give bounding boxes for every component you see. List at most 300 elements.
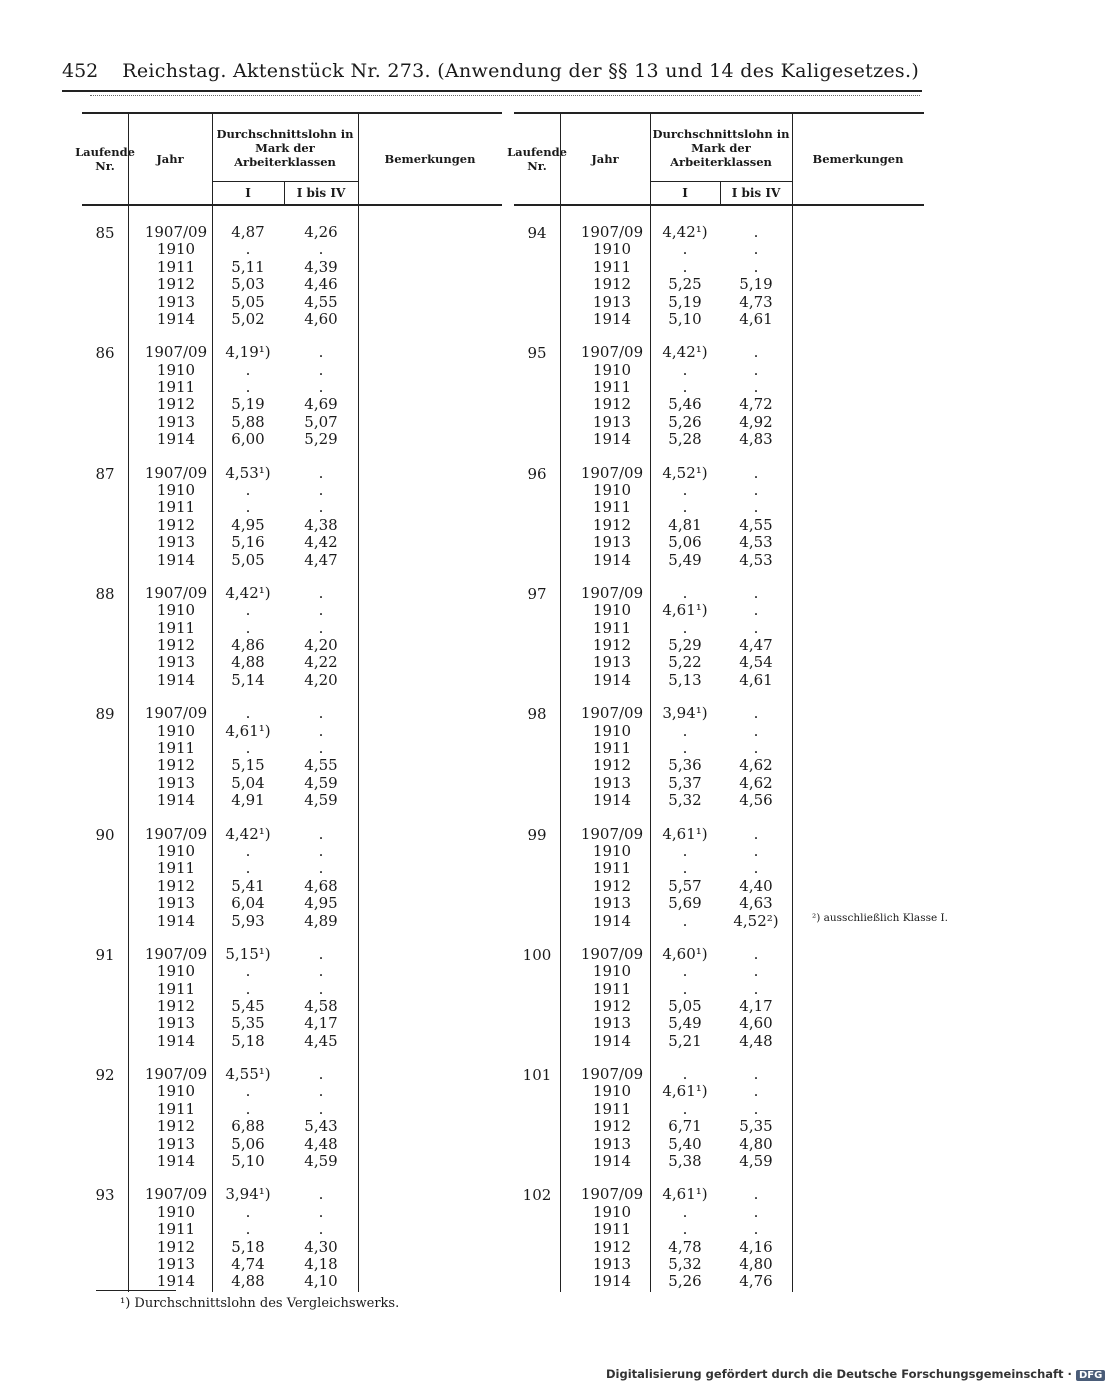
wage-class-i: 5,28 <box>668 430 702 449</box>
year-cell: 1907/09 <box>580 704 644 723</box>
year-cell: 1913 <box>156 894 196 913</box>
year-cell: 1910 <box>592 240 632 259</box>
year-cell: 1914 <box>156 1031 196 1050</box>
year-cell: 1907/09 <box>580 463 644 482</box>
wage-class-i: 5,19 <box>231 395 265 414</box>
wage-class-i-iv: . <box>318 1065 324 1084</box>
header-lohn: Durchschnittslohn in Mark der Arbeiterklassen <box>216 127 354 169</box>
wage-class-i-iv: . <box>753 1185 759 1204</box>
header-class-i: I <box>212 181 284 204</box>
right-table <box>507 112 949 1292</box>
year-cell: 1907/09 <box>144 463 208 482</box>
year-cell: 1912 <box>156 1237 196 1256</box>
wage-class-i-iv: 4,56 <box>739 791 773 810</box>
entry-group <box>514 447 924 567</box>
wage-class-i-iv: 4,83 <box>739 430 773 449</box>
wage-class-i: . <box>245 1202 251 1221</box>
wage-class-i: . <box>682 257 688 276</box>
right-table-body <box>514 206 924 1292</box>
wage-class-i-iv: 4,72 <box>739 395 773 414</box>
year-cell: 1912 <box>156 996 196 1015</box>
year-cell: 1911 <box>156 618 196 637</box>
page-number: 452 <box>62 60 99 82</box>
year-cell: 1914 <box>592 791 632 810</box>
wage-class-i: 4,87 <box>231 223 265 241</box>
wage-class-i-iv: . <box>753 1220 759 1239</box>
wage-class-i-iv: . <box>753 583 759 602</box>
header-nr: Laufende Nr. <box>507 145 567 173</box>
wage-class-i: 4,74 <box>231 1254 265 1273</box>
wage-class-i-iv: . <box>318 618 324 637</box>
year-cell: 1911 <box>592 498 632 517</box>
year-cell: 1913 <box>592 894 632 913</box>
wage-class-i-iv: . <box>753 859 759 878</box>
wage-class-i-iv: 4,48 <box>739 1031 773 1050</box>
year-cell: 1907/09 <box>144 1185 208 1204</box>
wage-class-i: 4,53¹) <box>225 463 271 482</box>
wage-class-i: 5,36 <box>668 756 702 775</box>
year-cell: 1911 <box>592 859 632 878</box>
wage-class-i-iv: . <box>753 704 759 723</box>
year-cell: 1907/09 <box>580 343 644 362</box>
wage-class-i: 4,42¹) <box>662 223 708 241</box>
year-cell: 1912 <box>592 636 632 655</box>
year-cell: 1910 <box>156 721 196 740</box>
header-lohn: Durchschnittslohn in Mark der Arbeiterklassen <box>652 127 790 169</box>
wage-class-i: 5,46 <box>668 395 702 414</box>
wage-class-i-iv: 4,60 <box>739 1014 773 1033</box>
wage-class-i: 4,61¹) <box>662 1185 708 1204</box>
wage-class-i-iv: 4,80 <box>739 1254 773 1273</box>
wage-class-i-iv: 4,63 <box>739 894 773 913</box>
entry-group <box>82 326 502 449</box>
year-cell: 1914 <box>592 1152 632 1171</box>
entry-group <box>82 206 502 326</box>
year-cell: 1914 <box>592 1031 632 1050</box>
year-cell: 1910 <box>592 1202 632 1221</box>
wage-class-i-iv: 4,48 <box>304 1134 338 1153</box>
wage-class-i: . <box>245 1220 251 1239</box>
year-cell: 1913 <box>592 412 632 431</box>
wage-class-i: 5,05 <box>668 996 702 1015</box>
wage-class-i-iv: . <box>318 859 324 878</box>
wage-class-i-iv: . <box>318 240 324 259</box>
entry-group <box>514 687 924 810</box>
wage-class-i: 5,10 <box>668 310 702 328</box>
header-nr: Laufende Nr. <box>75 145 135 173</box>
page-header <box>62 60 942 90</box>
year-cell: 1911 <box>156 979 196 998</box>
wage-class-i-iv: 4,16 <box>739 1237 773 1256</box>
wage-class-i: 6,04 <box>231 894 265 913</box>
wage-class-i: . <box>245 240 251 259</box>
wage-class-i: 5,06 <box>231 1134 265 1153</box>
wage-class-i: 4,91 <box>231 791 265 810</box>
year-cell: 1907/09 <box>144 824 208 843</box>
wage-class-i: 4,19¹) <box>225 343 271 362</box>
entry-number: 102 <box>522 1186 552 1205</box>
year-cell: 1907/09 <box>144 944 208 963</box>
year-cell: 1910 <box>592 841 632 860</box>
wage-class-i-iv: 4,62 <box>739 756 773 775</box>
wage-class-i-iv: 4,39 <box>304 257 338 276</box>
wage-class-i-iv: . <box>318 480 324 499</box>
wage-class-i: . <box>682 498 688 517</box>
wage-class-i-iv: . <box>753 223 759 241</box>
wage-class-i-iv: 4,17 <box>739 996 773 1015</box>
year-cell: 1914 <box>592 310 632 328</box>
year-cell: 1910 <box>156 240 196 259</box>
entry-group <box>514 326 924 449</box>
wage-class-i-iv: . <box>318 721 324 740</box>
wage-class-i-iv: . <box>753 1202 759 1221</box>
wage-class-i-iv: . <box>753 463 759 482</box>
wage-class-i: . <box>682 738 688 757</box>
year-cell: 1910 <box>156 841 196 860</box>
year-cell: 1912 <box>592 756 632 775</box>
wage-class-i-iv: . <box>318 601 324 620</box>
year-cell: 1914 <box>592 1272 632 1291</box>
year-cell: 1914 <box>156 430 196 449</box>
wage-class-i-iv: 4,58 <box>304 996 338 1015</box>
remark-99: ²) ausschließlich Klasse I. <box>812 912 949 924</box>
wage-class-i: . <box>245 378 251 397</box>
entry-group <box>82 808 502 928</box>
entry-group <box>82 447 502 567</box>
entry-number: 101 <box>522 1066 552 1085</box>
year-cell: 1914 <box>156 1152 196 1171</box>
wage-class-i-iv: . <box>753 498 759 517</box>
wage-class-i-iv: 4,18 <box>304 1254 338 1273</box>
wage-class-i-iv: . <box>318 463 324 482</box>
year-cell: 1907/09 <box>144 704 208 723</box>
year-cell: 1911 <box>156 1220 196 1239</box>
wage-class-i: 5,26 <box>668 412 702 431</box>
year-cell: 1910 <box>592 480 632 499</box>
left-table-body <box>82 206 502 1292</box>
year-cell: 1912 <box>592 395 632 414</box>
year-cell: 1912 <box>592 1237 632 1256</box>
wage-class-i: 4,60¹) <box>662 944 708 963</box>
wage-class-i-iv: 4,20 <box>304 670 338 689</box>
year-cell: 1913 <box>592 1014 632 1033</box>
wage-class-i: 5,10 <box>231 1152 265 1171</box>
wage-class-i: 4,42¹) <box>225 824 271 843</box>
year-cell: 1912 <box>592 876 632 895</box>
wage-class-i-iv: . <box>318 841 324 860</box>
wage-class-i: . <box>245 1082 251 1101</box>
year-cell: 1912 <box>592 996 632 1015</box>
wage-class-i: 5,69 <box>668 894 702 913</box>
wage-class-i-iv: . <box>318 378 324 397</box>
wage-class-i: . <box>682 721 688 740</box>
wage-class-i: 4,81 <box>668 515 702 534</box>
entry-number: 93 <box>95 1186 115 1205</box>
year-cell: 1914 <box>156 911 196 930</box>
wage-class-i: 6,88 <box>231 1117 265 1136</box>
wage-class-i: . <box>682 1202 688 1221</box>
wage-class-i: 5,57 <box>668 876 702 895</box>
wage-class-i-iv: . <box>753 618 759 637</box>
wage-class-i: 5,03 <box>231 275 265 294</box>
entry-number: 100 <box>522 945 552 964</box>
wage-class-i: 4,61¹) <box>662 1082 708 1101</box>
wage-class-i-iv: . <box>753 257 759 276</box>
header-bemerkungen: Bemerkungen <box>384 152 476 166</box>
year-cell: 1907/09 <box>580 824 644 843</box>
entry-group <box>82 1168 502 1291</box>
wage-class-i: 5,41 <box>231 876 265 895</box>
wage-class-i: . <box>245 618 251 637</box>
year-cell: 1910 <box>156 601 196 620</box>
wage-class-i-iv: 4,42 <box>304 533 338 552</box>
wage-class-i: 5,32 <box>668 1254 702 1273</box>
wage-class-i-iv: . <box>753 343 759 362</box>
right-table-header <box>507 112 924 206</box>
entry-number: 90 <box>95 825 115 844</box>
wage-class-i-iv: 4,20 <box>304 636 338 655</box>
wage-class-i: . <box>245 704 251 723</box>
wage-class-i-iv: 4,62 <box>739 773 773 792</box>
year-cell: 1914 <box>156 791 196 810</box>
year-cell: 1910 <box>592 962 632 981</box>
year-cell: 1912 <box>592 515 632 534</box>
entry-number: 86 <box>95 344 115 363</box>
year-cell: 1910 <box>592 360 632 379</box>
left-table <box>75 112 502 1292</box>
wage-class-i-iv: 5,29 <box>304 430 338 449</box>
wage-class-i: 5,16 <box>231 533 265 552</box>
year-cell: 1914 <box>156 1272 196 1291</box>
year-cell: 1910 <box>156 962 196 981</box>
header-dotted-rule <box>90 95 920 96</box>
wage-class-i-iv: . <box>753 841 759 860</box>
wage-class-i-iv: . <box>318 704 324 723</box>
entry-number: 97 <box>527 584 547 603</box>
entry-number: 96 <box>527 464 547 483</box>
wage-class-i: 5,04 <box>231 773 265 792</box>
year-cell: 1912 <box>592 1117 632 1136</box>
year-cell: 1911 <box>156 738 196 757</box>
year-cell: 1913 <box>592 292 632 311</box>
year-cell: 1910 <box>592 721 632 740</box>
year-cell: 1913 <box>592 653 632 672</box>
year-cell: 1912 <box>156 636 196 655</box>
wage-class-i-iv: . <box>753 738 759 757</box>
entry-group <box>514 808 924 928</box>
year-cell: 1911 <box>592 1220 632 1239</box>
year-cell: 1914 <box>592 911 632 930</box>
entry-group <box>514 206 924 326</box>
entry-number: 88 <box>95 584 115 603</box>
year-cell: 1914 <box>592 430 632 449</box>
wage-class-i: . <box>245 360 251 379</box>
header-class-i-iv: I bis IV <box>720 181 792 204</box>
year-cell: 1907/09 <box>144 1065 208 1084</box>
wage-class-i-iv: 4,76 <box>739 1272 773 1291</box>
year-cell: 1911 <box>156 378 196 397</box>
year-cell: 1907/09 <box>144 343 208 362</box>
wage-class-i: . <box>682 962 688 981</box>
wage-class-i: 3,94¹) <box>225 1185 271 1204</box>
year-cell: 1910 <box>156 1082 196 1101</box>
wage-class-i-iv: 4,55 <box>304 756 338 775</box>
year-cell: 1914 <box>592 670 632 689</box>
year-cell: 1913 <box>156 773 196 792</box>
wage-class-i: 5,15 <box>231 756 265 775</box>
wage-class-i-iv: 4,59 <box>739 1152 773 1171</box>
year-cell: 1907/09 <box>144 223 208 241</box>
wage-class-i-iv: 4,95 <box>304 894 338 913</box>
year-cell: 1910 <box>156 480 196 499</box>
wage-class-i: . <box>245 1099 251 1118</box>
wage-class-i: 4,61¹) <box>662 824 708 843</box>
wage-class-i: . <box>682 583 688 602</box>
wage-class-i-iv: 4,53 <box>739 550 773 569</box>
wage-class-i-iv: . <box>318 1099 324 1118</box>
year-cell: 1912 <box>156 756 196 775</box>
wage-class-i-iv: . <box>318 498 324 517</box>
credit-text: Digitalisierung gefördert durch die Deutsche Forschungsgemeinschaft · <box>606 1367 1072 1381</box>
wage-class-i: 5,49 <box>668 1014 702 1033</box>
wage-class-i-iv: . <box>318 962 324 981</box>
year-cell: 1913 <box>156 292 196 311</box>
wage-class-i-iv: 4,59 <box>304 791 338 810</box>
header-jahr: Jahr <box>156 152 184 166</box>
entry-group <box>82 1048 502 1171</box>
wage-class-i: . <box>682 859 688 878</box>
year-cell: 1912 <box>156 275 196 294</box>
header-jahr: Jahr <box>591 152 619 166</box>
wage-class-i: 5,38 <box>668 1152 702 1171</box>
entry-number: 95 <box>527 344 547 363</box>
wage-class-i-iv: 4,47 <box>304 550 338 569</box>
wage-class-i-iv: 4,89 <box>304 911 338 930</box>
wage-class-i: . <box>682 360 688 379</box>
wage-class-i: . <box>682 480 688 499</box>
wage-class-i: 4,42¹) <box>662 343 708 362</box>
wage-class-i-iv: 4,45 <box>304 1031 338 1050</box>
wage-class-i: 5,25 <box>668 275 702 294</box>
wage-class-i-iv: . <box>753 378 759 397</box>
wage-class-i: . <box>245 601 251 620</box>
wage-class-i: 5,49 <box>668 550 702 569</box>
wage-class-i-iv: 4,52²) <box>733 911 779 930</box>
year-cell: 1913 <box>156 412 196 431</box>
year-cell: 1910 <box>156 1202 196 1221</box>
wage-class-i-iv: 4,55 <box>304 292 338 311</box>
left-table-header <box>75 112 502 206</box>
year-cell: 1914 <box>156 310 196 328</box>
wage-class-i: . <box>245 979 251 998</box>
wage-class-i: 5,32 <box>668 791 702 810</box>
wage-class-i: . <box>682 378 688 397</box>
wage-class-i: 6,00 <box>231 430 265 449</box>
wage-class-i: 5,06 <box>668 533 702 552</box>
wage-class-i-iv: . <box>318 583 324 602</box>
entry-number: 87 <box>95 464 115 483</box>
wage-class-i-iv: . <box>753 1082 759 1101</box>
wage-class-i: . <box>245 962 251 981</box>
wage-class-i: 4,55¹) <box>225 1065 271 1084</box>
year-cell: 1910 <box>156 360 196 379</box>
wage-class-i-iv: . <box>318 824 324 843</box>
year-cell: 1912 <box>156 515 196 534</box>
header-class-i-iv: I bis IV <box>284 181 358 204</box>
year-cell: 1913 <box>156 533 196 552</box>
wage-class-i: . <box>682 911 688 930</box>
wage-class-i: 5,93 <box>231 911 265 930</box>
wage-class-i: 5,40 <box>668 1134 702 1153</box>
dfg-logo: DFG <box>1076 1370 1105 1381</box>
wage-class-i: . <box>682 1099 688 1118</box>
wage-class-i: . <box>682 841 688 860</box>
year-cell: 1911 <box>592 257 632 276</box>
entry-group <box>514 567 924 687</box>
header-bemerkungen: Bemerkungen <box>812 152 904 166</box>
year-cell: 1910 <box>592 601 632 620</box>
header-rule <box>62 90 922 92</box>
year-cell: 1911 <box>592 618 632 637</box>
entry-group <box>82 687 502 810</box>
wage-class-i-iv: 4,40 <box>739 876 773 895</box>
wage-class-i-iv: . <box>753 979 759 998</box>
year-cell: 1913 <box>592 773 632 792</box>
wage-class-i: . <box>245 480 251 499</box>
footnote: ¹) Durchschnittslohn des Vergleichswerks. <box>120 1296 400 1311</box>
wage-class-i: 4,52¹) <box>662 463 708 482</box>
year-cell: 1913 <box>592 1254 632 1273</box>
year-cell: 1911 <box>592 378 632 397</box>
wage-class-i: . <box>245 841 251 860</box>
wage-class-i: 4,95 <box>231 515 265 534</box>
wage-class-i: . <box>682 1220 688 1239</box>
wage-class-i-iv: . <box>753 824 759 843</box>
entry-group <box>514 928 924 1048</box>
wage-class-i: 5,14 <box>231 670 265 689</box>
year-cell: 1913 <box>156 1254 196 1273</box>
wage-class-i: 5,11 <box>231 257 265 276</box>
wage-class-i-iv: . <box>753 721 759 740</box>
wage-class-i: 3,94¹) <box>662 704 708 723</box>
year-cell: 1913 <box>592 533 632 552</box>
year-cell: 1911 <box>156 257 196 276</box>
wage-class-i-iv: 4,10 <box>304 1272 338 1291</box>
wage-class-i: 4,88 <box>231 653 265 672</box>
year-cell: 1911 <box>592 1099 632 1118</box>
wage-class-i-iv: 4,55 <box>739 515 773 534</box>
wage-class-i-iv: 4,68 <box>304 876 338 895</box>
wage-class-i-iv: 5,35 <box>739 1117 773 1136</box>
wage-class-i-iv: . <box>318 1082 324 1101</box>
year-cell: 1911 <box>156 859 196 878</box>
wage-class-i-iv: 5,43 <box>304 1117 338 1136</box>
wage-class-i-iv: . <box>753 360 759 379</box>
wage-class-i-iv: . <box>318 1202 324 1221</box>
wage-class-i-iv: 4,54 <box>739 653 773 672</box>
year-cell: 1907/09 <box>580 583 644 602</box>
entry-number: 85 <box>95 224 115 242</box>
year-cell: 1914 <box>156 550 196 569</box>
year-cell: 1914 <box>592 550 632 569</box>
year-cell: 1907/09 <box>144 583 208 602</box>
wage-class-i-iv: 4,59 <box>304 773 338 792</box>
wage-class-i-iv: 4,30 <box>304 1237 338 1256</box>
year-cell: 1911 <box>592 738 632 757</box>
wage-class-i-iv: . <box>318 1185 324 1204</box>
entry-number: 89 <box>95 705 115 724</box>
wage-class-i: 6,71 <box>668 1117 702 1136</box>
